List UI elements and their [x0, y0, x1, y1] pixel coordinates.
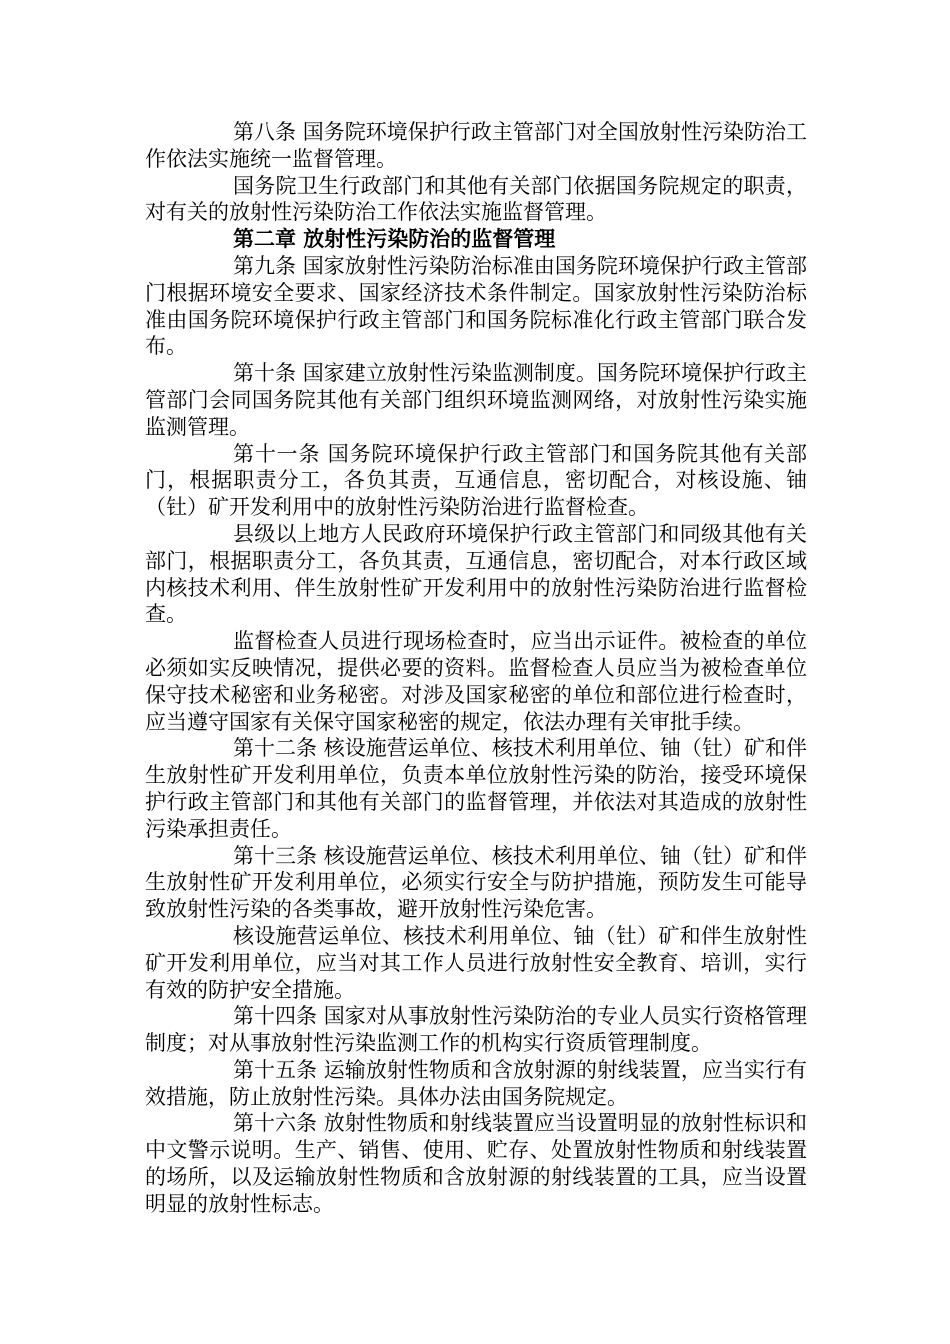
article-text: 核设施营运单位、核技术利用单位、铀（钍）矿和伴生放射性矿开发利用单位，必须实行安全与防护措施，预防发生可能导致放射性污染的各类事故，避开放射性污染危害。	[145, 843, 807, 922]
document-body	[145, 119, 807, 1218]
article-text: 国家建立放射性污染监测制度。国务院环境保护行政主管部门会同国务院其他有关部门组织环境监测网络，对放射性污染实施监测管理。	[145, 361, 807, 439]
article-text: 放射性物质和射线装置应当设置明显的放射性标识和中文警示说明。生产、销售、使用、贮存、处置放射性物质和射线装置的场所，以及运输放射性物质和含放射源的射线装置的工具，应当设置明显的放射性标志。	[145, 1111, 807, 1216]
article-13	[145, 843, 807, 923]
article-text: 县级以上地方人民政府环境保护行政主管部门和同级其他有关部门，根据职责分工，各负其责，互通信息，密切配合，对本行政区域内核技术利用、伴生放射性矿开发利用中的放射性污染防治进行监督检查。	[145, 521, 807, 627]
article-9	[145, 253, 807, 360]
article-11-clause-2	[145, 521, 807, 628]
article-label: 第八条	[233, 120, 297, 144]
article-text: 国家对从事放射性污染防治的专业人员实行资格管理制度；对从事放射性污染监测工作的机构实行资质管理制度。	[145, 1004, 807, 1056]
article-text: 国家放射性污染防治标准由国务院环境保护行政主管部门根据环境安全要求、国家经济技术条件制定。国家放射性污染防治标准由国务院环境保护行政主管部门和国务院标准化行政主管部门联合发布。	[145, 253, 807, 359]
article-label: 第十条	[233, 361, 297, 386]
article-label: 第十五条	[233, 1057, 318, 1082]
article-text: 运输放射性物质和含放射源的射线装置，应当实行有效措施，防止放射性污染。具体办法由国务院规定。	[145, 1057, 807, 1109]
article-14	[145, 1003, 807, 1057]
chapter-heading: 第二章 放射性污染防治的监督管理	[233, 227, 556, 252]
article-11	[145, 441, 807, 521]
article-12	[145, 735, 807, 842]
article-8-clause-2	[145, 173, 807, 227]
article-16	[145, 1110, 807, 1217]
article-10	[145, 360, 807, 440]
article-13-clause-2	[145, 923, 807, 1003]
article-label: 第十三条	[233, 843, 318, 868]
article-8	[145, 119, 807, 173]
article-text: 核设施营运单位、核技术利用单位、铀（钍）矿和伴生放射性矿开发利用单位，负责本单位放射性污染的防治，接受环境保护行政主管部门和其他有关部门的监督管理，并依法对其造成的放射性污染承担责任。	[145, 736, 807, 841]
article-15	[145, 1057, 807, 1111]
article-label: 第十四条	[233, 1004, 318, 1029]
article-label: 第十二条	[233, 736, 318, 761]
article-text: 国务院卫生行政部门和其他有关部门依据国务院规定的职责，对有关的放射性污染防治工作依法实施监督管理。	[145, 173, 807, 225]
article-text: 国务院环境保护行政主管部门对全国放射性污染防治工作依法实施统一监督管理。	[145, 120, 807, 171]
article-label: 第十六条	[233, 1111, 318, 1136]
article-label: 第十一条	[233, 441, 321, 466]
article-11-clause-3	[145, 628, 807, 735]
article-label: 第九条	[233, 253, 297, 278]
article-text: 核设施营运单位、核技术利用单位、铀（钍）矿和伴生放射性矿开发利用单位，应当对其工作人员进行放射性安全教育、培训，实行有效的防护安全措施。	[145, 923, 807, 1002]
article-text: 监督检查人员进行现场检查时，应当出示证件。被检查的单位必须如实反映情况，提供必要的资料。监督检查人员应当为被检查单位保守技术秘密和业务秘密。对涉及国家秘密的单位和部位进行检查时，应当遵守国家有关保守国家秘密的规定，依法办理有关审批手续。	[145, 629, 807, 734]
article-text: 国务院环境保护行政主管部门和国务院其他有关部门，根据职责分工，各负其责，互通信息，密切配合，对核设施、铀（钍）矿开发利用中的放射性污染防治进行监督检查。	[145, 441, 807, 520]
